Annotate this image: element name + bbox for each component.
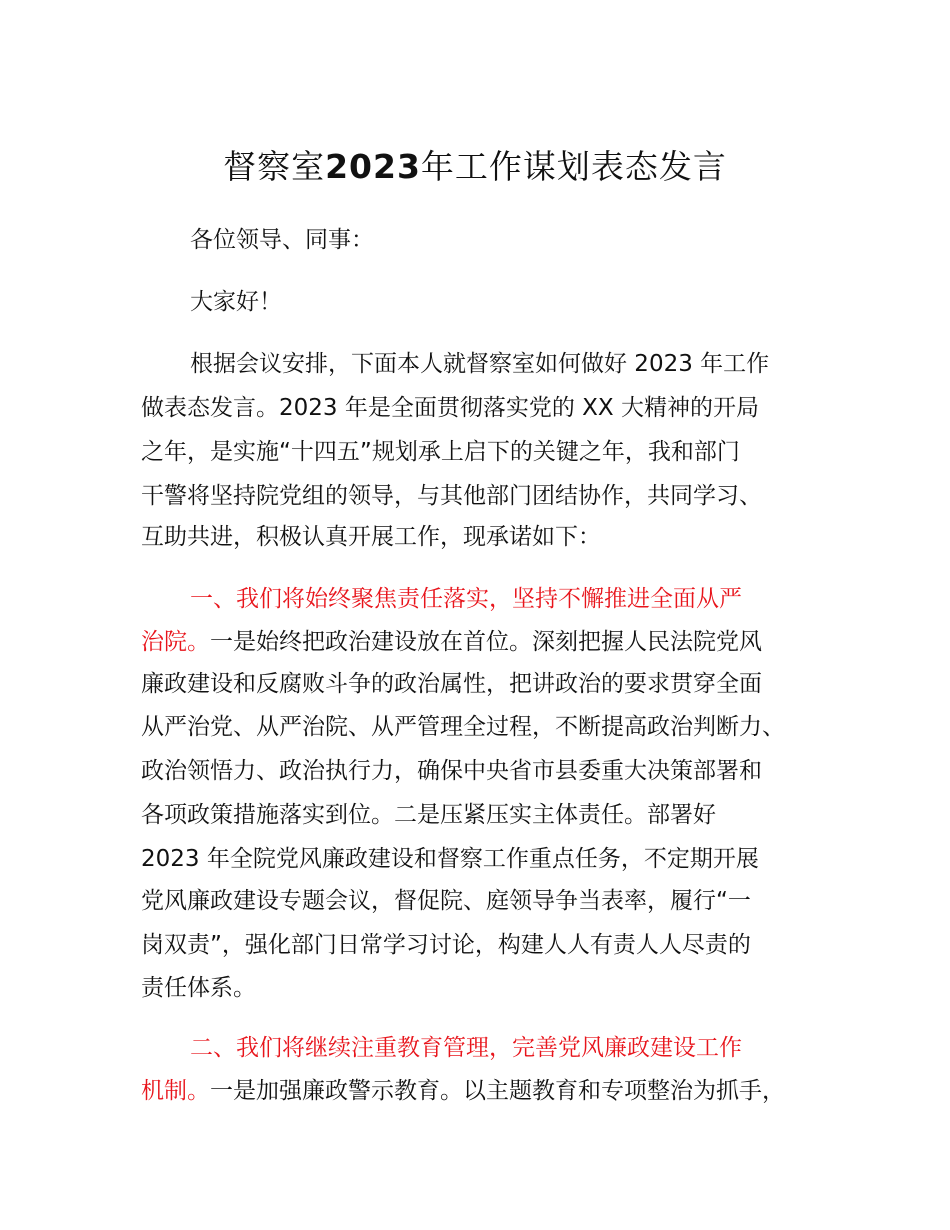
section1-body-line: 从严治党、从严治院、从严管理全过程，不断提高政治判断力、 [141,714,785,740]
title-year: 2023 [325,147,421,186]
section2-heading-continued [141,1073,785,1109]
intro-line: 做表态发言。2023 年是全面贯彻落实党的 XX 大精神的开局 [141,395,759,421]
section1-heading-end: 治院。 [141,629,210,655]
section1-body-line: 廉政建设和反腐败斗争的政治属性，把讲政治的要求贯穿全面 [141,671,762,697]
intro-line: 干警将坚持院党组的领导，与其他部门团结协作，共同学习、 [141,483,762,509]
section1-body-start: 一是始终把政治建设放在首位。深刻把握人民法院党风 [210,629,762,655]
intro-line: 根据会议安排，下面本人就督察室如何做好 2023 年工作 [190,351,770,377]
section1-heading: 一、我们将始终聚焦责任落实，坚持不懈推进全面从严 [190,586,742,612]
section1-body-line: 各项政策措施落实到位。二是压紧压实主体责任。部署好 [141,802,716,828]
section1-heading-continued [141,624,762,660]
section1-body-line: 岗双责”，强化部门日常学习讨论，构建人人有责人人尽责的 [141,932,751,958]
page-title [0,143,950,191]
section1-body-line: 政治领悟力、政治执行力，确保中央省市县委重大决策部署和 [141,758,762,784]
intro-line: 之年，是实施“十四五”规划承上启下的关键之年，我和部门 [141,439,740,465]
section1-body-line: 2023 年全院党风廉政建设和督察工作重点任务，不定期开展 [141,846,759,872]
section2-heading-end: 机制。 [141,1078,210,1104]
greeting-line: 各位领导、同事： [190,227,374,253]
section2-heading: 二、我们将继续注重教育管理，完善党风廉政建设工作 [190,1035,742,1061]
hello-line: 大家好！ [190,289,282,315]
section1-body-line: 责任体系。 [141,975,256,1001]
title-suffix: 年工作谋划表态发言 [420,147,727,186]
intro-line: 互助共进，积极认真开展工作，现承诺如下： [141,524,601,550]
title-prefix: 督察室 [223,147,326,186]
section2-body-start: 一是加强廉政警示教育。以主题教育和专项整治为抓手， [210,1078,785,1104]
section1-body-line: 党风廉政建设专题会议，督促院、庭领导争当表率，履行“一 [141,888,751,914]
